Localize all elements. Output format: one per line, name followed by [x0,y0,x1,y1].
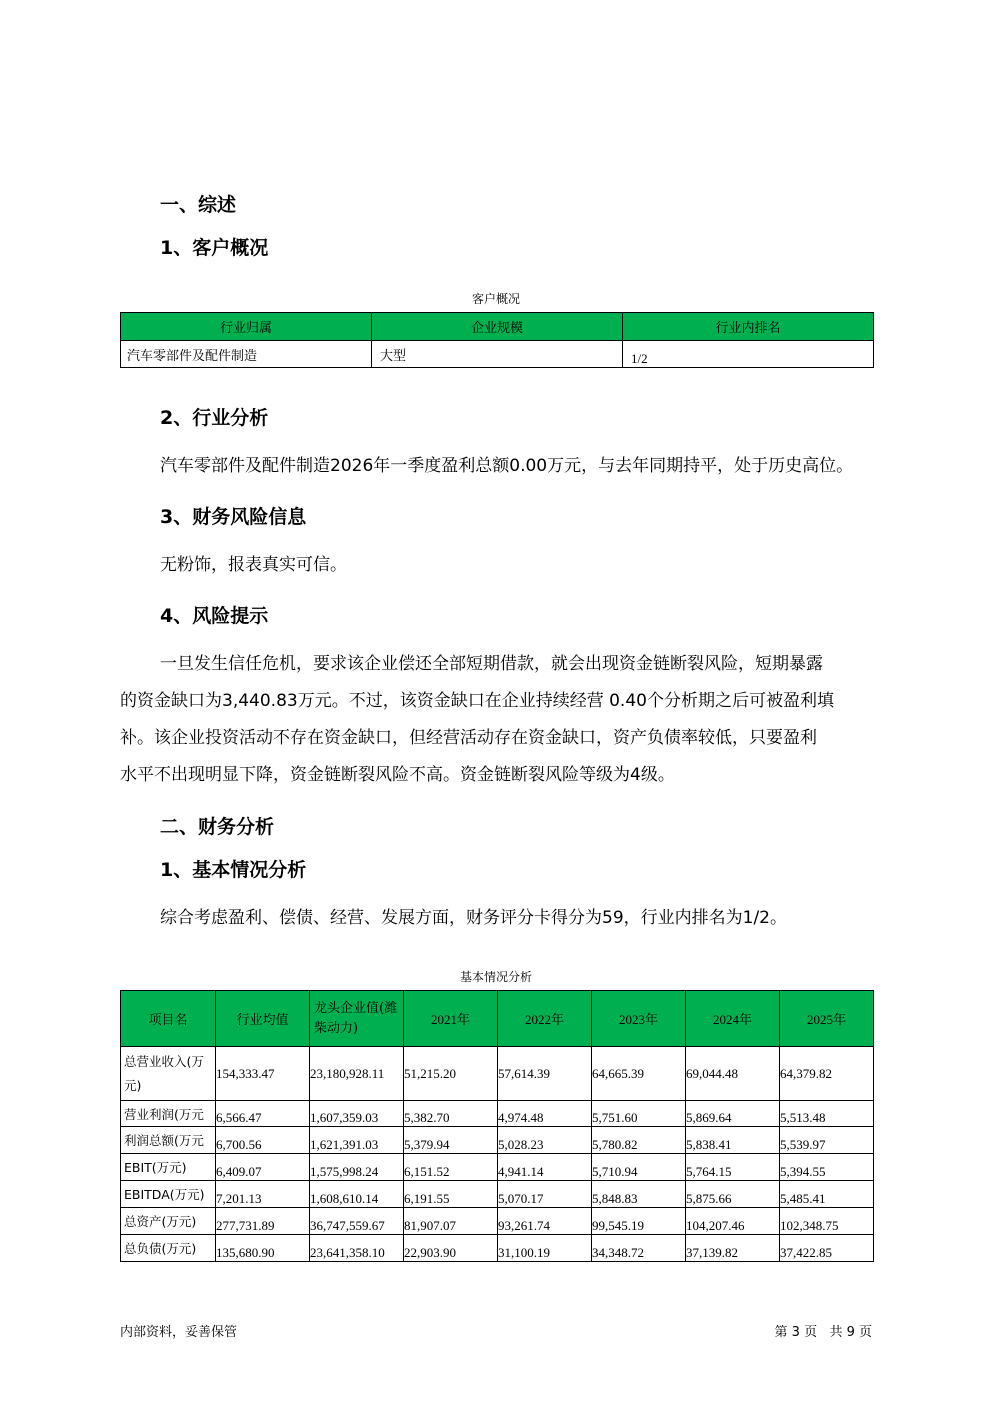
table-cell: 6,700.56 [216,1127,310,1154]
table-cell: 69,044.48 [686,1047,780,1101]
heading-risk-tip: 4、风险提示 [160,605,269,627]
basic-header-2025: 2025年 [780,991,874,1047]
table-cell: 104,207.46 [686,1208,780,1235]
table-cell: 102,348.75 [780,1208,874,1235]
table-cell: 99,545.19 [592,1208,686,1235]
table-row [121,1127,874,1154]
table-cell: 6,409.07 [216,1154,310,1181]
customer-cell-rank: 1/2 [623,341,874,368]
table-cell: 5,869.64 [686,1101,780,1127]
table-cell: 5,513.48 [780,1101,874,1127]
basic-header-leader: 龙头企业值(潍柴动力) [310,991,404,1047]
table-row [121,1235,874,1262]
table-cell: 5,710.94 [592,1154,686,1181]
industry-analysis-text: 汽车零部件及配件制造2026年一季度盈利总额0.00万元，与去年同期持平，处于历史高位。 [160,456,854,476]
table-cell: 5,848.83 [592,1181,686,1208]
heading-customer-overview: 1、客户概况 [160,237,269,259]
table-cell: 1,608,610.14 [310,1181,404,1208]
row-label: 利润总额(万元 [121,1127,216,1154]
risk-tip-line-3: 补。该企业投资活动不存在资金缺口，但经营活动存在资金缺口，资产负债率较低，只要盈利 [120,728,817,748]
table-cell: 7,201.13 [216,1181,310,1208]
table-cell: 5,485.41 [780,1181,874,1208]
risk-tip-line-2: 的资金缺口为3,440.83万元。不过，该资金缺口在企业持续经营 0.40个分析期之后可被盈利填 [120,691,834,711]
table-cell: 4,941.14 [498,1154,592,1181]
table-cell: 37,139.82 [686,1235,780,1262]
basic-table-caption: 基本情况分析 [459,970,532,984]
table-cell: 277,731.89 [216,1208,310,1235]
table-cell: 81,907.07 [404,1208,498,1235]
table-cell: 154,333.47 [216,1047,310,1101]
basic-analysis-text: 综合考虑盈利、偿债、经营、发展方面，财务评分卡得分为59，行业内排名为1/2。 [160,908,787,928]
basic-header-2024: 2024年 [686,991,780,1047]
table-cell: 5,751.60 [592,1101,686,1127]
heading-financial-risk: 3、财务风险信息 [160,506,307,528]
table-row [121,1047,874,1101]
row-label: 总资产(万元) [121,1208,216,1235]
row-label: EBITDA(万元) [121,1181,216,1208]
table-cell: 57,614.39 [498,1047,592,1101]
table-cell: 1,621,391.03 [310,1127,404,1154]
footer-confidential-note: 内部资料，妥善保管 [120,1325,238,1340]
basic-header-2021: 2021年 [404,991,498,1047]
customer-header-scale: 企业规模 [372,313,623,341]
table-cell: 36,747,559.67 [310,1208,404,1235]
table-cell: 5,875.66 [686,1181,780,1208]
heading-financial-analysis: 二、财务分析 [160,816,275,838]
basic-header-2023: 2023年 [592,991,686,1047]
row-label: 总负债(万元) [121,1235,216,1262]
customer-cell-scale: 大型 [372,341,623,368]
table-row [121,1181,874,1208]
table-cell: 31,100.19 [498,1235,592,1262]
table-cell: 5,764.15 [686,1154,780,1181]
basic-header-item: 项目名 [121,991,216,1047]
basic-header-2022: 2022年 [498,991,592,1047]
table-cell: 5,379.94 [404,1127,498,1154]
table-row [121,1101,874,1127]
row-label: 营业利润(万元 [121,1101,216,1127]
table-cell: 22,903.90 [404,1235,498,1262]
table-row [121,1208,874,1235]
customer-header-industry: 行业归属 [121,313,372,341]
table-row [121,1154,874,1181]
table-cell: 6,191.55 [404,1181,498,1208]
table-cell: 135,680.90 [216,1235,310,1262]
table-cell: 5,382.70 [404,1101,498,1127]
table-cell: 23,641,358.10 [310,1235,404,1262]
table-cell: 6,151.52 [404,1154,498,1181]
customer-table [120,312,874,368]
table-cell: 5,070.17 [498,1181,592,1208]
customer-cell-industry: 汽车零部件及配件制造 [121,341,372,368]
financial-risk-text: 无粉饰，报表真实可信。 [160,555,347,575]
row-label: EBIT(万元) [121,1154,216,1181]
risk-tip-line-1: 一旦发生信任危机，要求该企业偿还全部短期借款，就会出现资金链断裂风险，短期暴露 [160,654,823,674]
table-cell: 1,575,998.24 [310,1154,404,1181]
basic-header-industry-avg: 行业均值 [216,991,310,1047]
table-cell: 4,974.48 [498,1101,592,1127]
heading-overview: 一、综述 [160,194,237,216]
table-cell: 23,180,928.11 [310,1047,404,1101]
table-cell: 5,838.41 [686,1127,780,1154]
heading-industry-analysis: 2、行业分析 [160,407,269,429]
table-cell: 5,539.97 [780,1127,874,1154]
table-cell: 34,348.72 [592,1235,686,1262]
row-label: 总营业收入(万元) [121,1047,216,1101]
table-cell: 37,422.85 [780,1235,874,1262]
table-cell: 5,394.55 [780,1154,874,1181]
table-cell: 6,566.47 [216,1101,310,1127]
heading-basic-analysis: 1、基本情况分析 [160,859,307,881]
table-cell: 5,028.23 [498,1127,592,1154]
customer-table-caption: 客户概况 [471,292,520,306]
table-cell: 93,261.74 [498,1208,592,1235]
risk-tip-line-4: 水平不出现明显下降，资金链断裂风险不高。资金链断裂风险等级为4级。 [120,765,675,785]
table-cell: 51,215.20 [404,1047,498,1101]
customer-header-rank: 行业内排名 [623,313,874,341]
footer-page-number: 第 3 页 共 9 页 [774,1325,872,1340]
table-cell: 5,780.82 [592,1127,686,1154]
table-cell: 1,607,359.03 [310,1101,404,1127]
table-cell: 64,665.39 [592,1047,686,1101]
basic-analysis-table [120,990,874,1262]
table-cell: 64,379.82 [780,1047,874,1101]
